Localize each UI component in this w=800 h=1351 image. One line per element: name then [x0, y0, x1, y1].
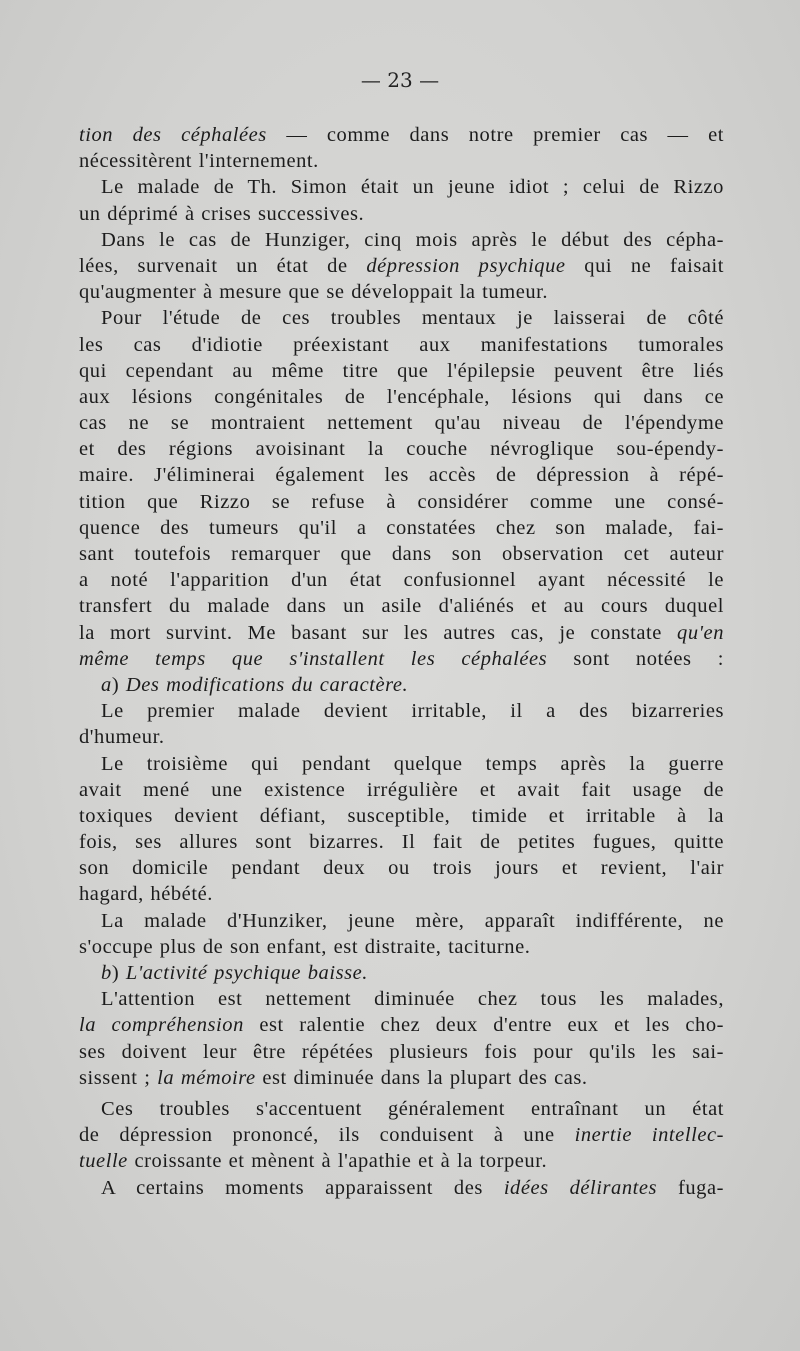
- text-line: Le malade de Th. Simon était un jeune idiot ; celui de Rizzo: [101, 176, 724, 199]
- text-line: maire. J'éliminerai également les accès de dépression à répé-: [79, 464, 724, 487]
- text-line: la compréhension est ralentie chez deux d'entre eux et les cho-: [79, 1014, 725, 1037]
- text-line: qu'augmenter à mesure que se développait la tumeur.: [79, 281, 549, 304]
- text-line: d'humeur.: [79, 726, 165, 749]
- text-line: nécessitèrent l'internement.: [79, 150, 319, 173]
- text-line: quence des tumeurs qu'il a constatées chez son malade, fai-: [79, 516, 724, 539]
- text-line: a) Des modifications du caractère.: [101, 673, 409, 696]
- text-line: sissent ; la mémoire est diminuée dans la plupart des cas.: [79, 1066, 588, 1089]
- text-line: sant toutefois remarquer que dans son observation cet auteur: [79, 543, 724, 565]
- text-line: tion des céphalées — comme dans notre premier cas — et: [79, 124, 724, 146]
- text-line: Dans le cas de Hunziger, cinq mois après le début des cépha-: [101, 228, 724, 251]
- text-line: aux lésions congénitales de l'encéphale, lésions qui dans ce: [79, 385, 724, 408]
- text-line: La malade d'Hunziker, jeune mère, apparaît indifférente, ne: [101, 909, 724, 932]
- text-line: Le premier malade devient irritable, il a des bizarreries: [101, 700, 724, 723]
- text-line: Le troisième qui pendant quelque temps après la guerre: [101, 752, 724, 775]
- text-line: b) L'activité psychique baisse.: [101, 962, 368, 984]
- text-line: les cas d'idiotie préexistant aux manifestations tumorales: [79, 333, 724, 356]
- text-line: transfert du malade dans un asile d'aliénés et au cours duquel: [79, 595, 724, 618]
- text-line: toxiques devient défiant, susceptible, timide et irritable à la: [79, 804, 724, 827]
- text-line: tuelle croissante et mènent à l'apathie et à la torpeur.: [79, 1150, 548, 1173]
- text-line: Pour l'étude de ces troubles mentaux je laisserai de côté: [101, 307, 724, 330]
- text-line: L'attention est nettement diminuée chez tous les malades,: [101, 988, 724, 1011]
- text-line: son domicile pendant deux ou trois jours et revient, l'air: [79, 857, 724, 880]
- text-line: avait mené une existence irrégulière et avait fait usage de: [79, 778, 724, 801]
- text-line: ses doivent leur être répétées plusieurs fois pour qu'ils les sai-: [79, 1040, 724, 1063]
- text-line: un déprimé à crises successives.: [79, 202, 365, 225]
- text-line: a noté l'apparition d'un état confusionnel ayant nécessité le: [79, 569, 724, 592]
- body-text: [79, 122, 724, 1201]
- text-line: même temps que s'installent les céphalées sont notées :: [79, 647, 724, 670]
- text-line: et des régions avoisinant la couche névroglique sou-épendy-: [79, 438, 724, 461]
- text-line: hagard, hébété.: [79, 883, 213, 906]
- text-line: s'occupe plus de son enfant, est distraite, taciturne.: [79, 935, 531, 958]
- text-line: A certains moments apparaissent des idées délirantes fuga-: [101, 1176, 725, 1199]
- text-line: tition que Rizzo se refuse à considérer comme une consé-: [79, 490, 724, 513]
- text-line: lées, survenait un état de dépression psychique qui ne faisait: [79, 254, 724, 277]
- text-line: de dépression prononcé, ils conduisent à une inertie intellec-: [79, 1124, 724, 1147]
- text-line: qui cependant au même titre que l'épilepsie peuvent être liés: [79, 359, 724, 382]
- text-line: fois, ses allures sont bizarres. Il fait de petites fugues, quitte: [79, 831, 724, 854]
- page-number: — 23 —: [360, 68, 440, 92]
- text-line: cas ne se montraient nettement qu'au niveau de l'épendyme: [79, 412, 724, 435]
- text-line: la mort survint. Me basant sur les autres cas, je constate qu'en: [79, 621, 724, 644]
- text-line: Ces troubles s'accentuent généralement entraînant un état: [101, 1097, 724, 1120]
